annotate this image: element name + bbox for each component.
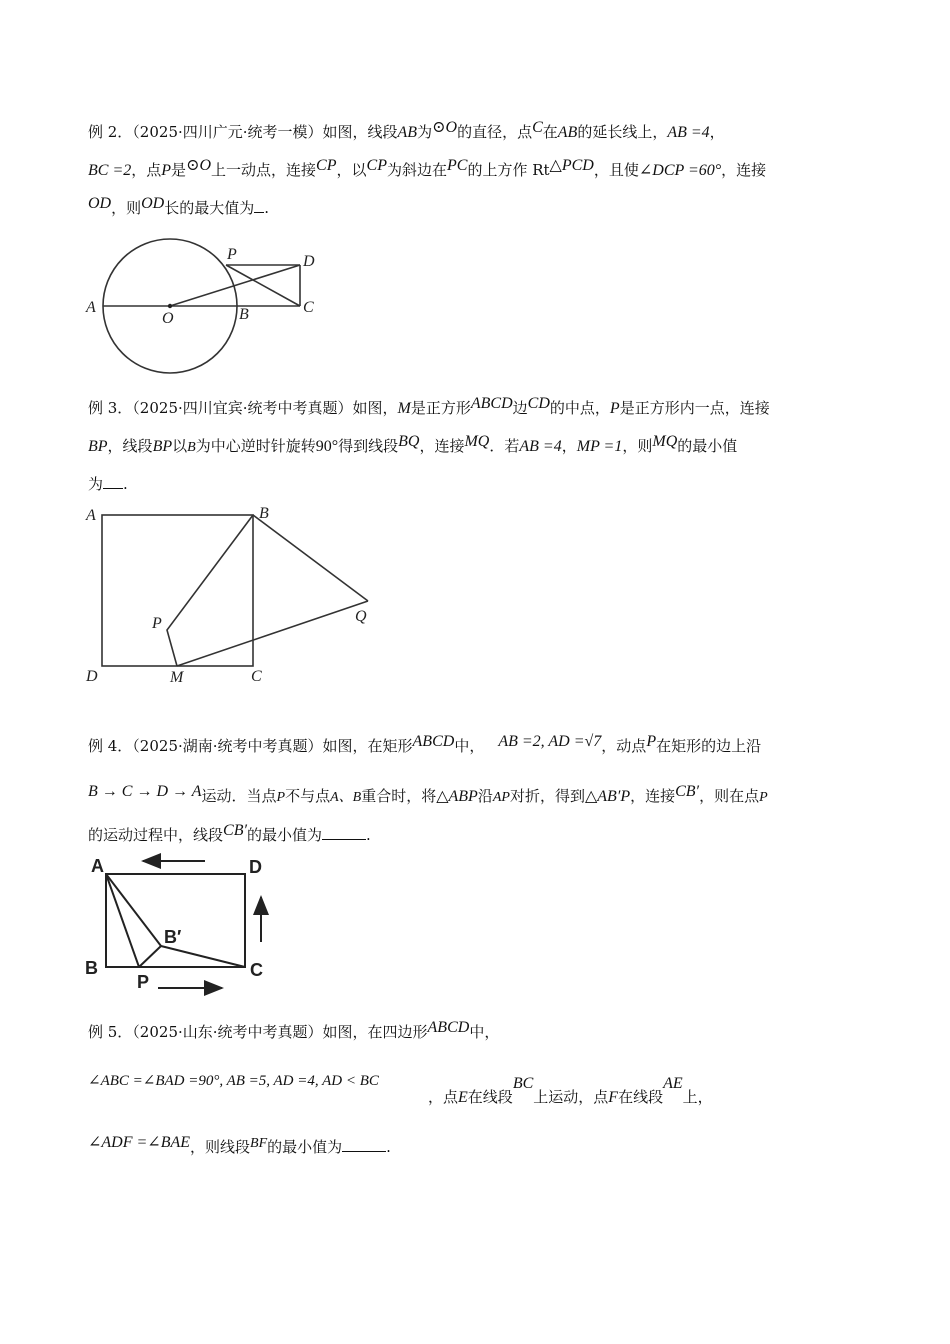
- math-e: E: [458, 1089, 468, 1106]
- ex2-text: 是: [171, 161, 187, 179]
- ex3-text: 边: [512, 399, 528, 417]
- ex2-center-dot: [168, 304, 172, 308]
- ex3-label-p: P: [152, 615, 162, 632]
- ex2-text: .: [264, 199, 270, 217]
- answer-blank[interactable]: [103, 474, 123, 489]
- math-p: P: [759, 790, 768, 805]
- ex4-text: 对折，得到: [509, 787, 585, 805]
- ex3-text: .: [123, 475, 128, 493]
- ex3-label-q: Q: [355, 608, 367, 625]
- math-b: B: [187, 440, 196, 455]
- ex4-text: ，连接: [630, 787, 676, 805]
- answer-blank[interactable]: [342, 1137, 386, 1152]
- ex3-segment-bq: [253, 515, 368, 601]
- ex2-circle-o: [103, 239, 237, 373]
- ex3-label-m: M: [170, 669, 184, 686]
- ex5-text: 在线段: [467, 1088, 513, 1106]
- math-bp: BP: [152, 438, 173, 455]
- ex3-line-2: [88, 433, 738, 458]
- ex2-text: 例 2．（2025·四川广元·统考一模）如图，线段: [88, 123, 398, 141]
- ex3-label-d: D: [86, 668, 98, 685]
- math-p: P: [646, 733, 657, 750]
- ex4-segment-ap: [106, 874, 139, 967]
- ex4-label-d: D: [249, 857, 262, 877]
- math-circle-o: ⊙O: [186, 157, 212, 174]
- ex2-text: ，连接: [721, 161, 767, 179]
- ex3-text: 为: [88, 475, 104, 493]
- ex2-text: 为斜边在: [386, 161, 447, 179]
- math-circle-o: ⊙O: [432, 119, 458, 136]
- ex4-text: 沿: [477, 787, 493, 805]
- ex5-text: 上，: [682, 1088, 713, 1106]
- ex4-label-b: B: [85, 958, 98, 978]
- ex2-text: 上一动点，连接: [211, 161, 317, 179]
- ex2-text: ，且使: [593, 161, 639, 179]
- ex2-label-p: P: [227, 246, 237, 263]
- ex4-label-p: P: [137, 972, 150, 992]
- ex5-text: ，点: [428, 1088, 459, 1106]
- math-path-bcda: B → C → D → A: [88, 783, 202, 800]
- math-angle-dcp: ∠DCP =60°: [638, 162, 722, 179]
- math-p: P: [609, 400, 620, 417]
- ex4-text: ，则在点: [699, 787, 760, 805]
- ex3-text: ，则: [622, 437, 653, 455]
- math-90deg: 90°: [315, 438, 339, 455]
- ex5-text: 上运动，点: [533, 1088, 609, 1106]
- ex5-line-2b: [428, 1075, 713, 1108]
- ex4-line-3: [88, 822, 371, 846]
- ex4-text: .: [365, 826, 371, 844]
- math-triangle-pcd: △PCD: [549, 157, 594, 174]
- ex3-line-3: [88, 474, 128, 494]
- ex2-text: 的延长线上，: [577, 123, 668, 141]
- ex5-text: 的最小值为: [267, 1138, 343, 1156]
- ex4-segment-b-prime-c: [161, 946, 245, 967]
- ex4-line-2: [88, 783, 768, 808]
- ex3-segment-mq: [177, 601, 368, 666]
- ex3-text: 是正方形内一点，连接: [619, 399, 770, 417]
- math-pc: PC: [446, 157, 468, 174]
- ex4-text: 中，: [454, 737, 485, 755]
- ex2-line-3: [88, 195, 270, 219]
- ex2-text: ，点: [131, 161, 162, 179]
- ex4-text: 重合时，将: [361, 787, 437, 805]
- ex3-label-b: B: [259, 505, 269, 522]
- ex2-segment-od: [170, 265, 300, 306]
- ex2-label-c: C: [303, 299, 314, 316]
- ex2-line-2: [88, 157, 767, 181]
- math-ab: AB: [557, 124, 578, 141]
- ex4-label-a: A: [91, 856, 104, 876]
- ex2-label-b: B: [239, 306, 249, 323]
- answer-blank[interactable]: [322, 825, 366, 840]
- ex4-segment-ab-prime: [106, 874, 161, 946]
- math-conditions: ∠ABC =∠BAD =90°, AB =5, AD =4, AD < BC: [88, 1073, 379, 1089]
- math-triangle-abp: △ABP: [436, 788, 478, 805]
- ex4-label-c: C: [250, 960, 263, 980]
- math-bp: BP: [88, 438, 108, 455]
- ex2-text: 长的最大值为: [164, 199, 255, 217]
- ex4-text: 的最小值为: [246, 826, 322, 844]
- math-bc-eq: BC =2: [88, 162, 132, 179]
- ex5-line-1: [88, 1019, 500, 1043]
- math-ab: AB: [397, 124, 418, 141]
- ex2-text: 的上方作 Rt: [467, 161, 550, 179]
- ex2-segment-pc: [226, 265, 300, 306]
- ex5-line-2: [88, 1070, 379, 1091]
- math-ae: AE: [663, 1075, 683, 1092]
- ex2-text: 为: [417, 123, 433, 141]
- math-m: M: [397, 400, 411, 417]
- answer-blank[interactable]: [254, 198, 264, 213]
- math-bc: BC: [512, 1075, 534, 1092]
- ex3-path-b-p-m: [167, 515, 253, 666]
- ex2-text: ，以: [336, 161, 367, 179]
- math-ap: AP: [492, 790, 510, 805]
- ex3-text: 的最小值: [677, 437, 738, 455]
- ex5-line-3: [88, 1134, 391, 1159]
- math-abcd: ABCD: [427, 1019, 470, 1036]
- math-bf: BF: [250, 1136, 268, 1151]
- math-cp: CP: [366, 157, 387, 174]
- ex3-line-1: [88, 395, 770, 419]
- ex4-text: 例 4．（2025·湖南·统考中考真题）如图，在矩形: [88, 737, 413, 755]
- ex2-text: 的直径，点: [457, 123, 533, 141]
- math-angle-adf: ∠ADF =∠BAE: [88, 1134, 191, 1151]
- math-p: P: [276, 790, 286, 805]
- ex2-label-o: O: [162, 310, 174, 327]
- ex2-text: ，: [709, 123, 725, 141]
- math-od: OD: [141, 195, 165, 212]
- math-a-b: A、B: [330, 790, 362, 805]
- math-ab-eq: AB =4: [667, 124, 710, 141]
- ex3-text: 例 3．（2025·四川宜宾·统考中考真题）如图，: [88, 399, 398, 417]
- math-abcd: ABCD: [470, 395, 513, 412]
- ex5-text: 在线段: [618, 1088, 664, 1106]
- ex4-text: 不与点: [285, 787, 331, 805]
- math-cp: CP: [316, 157, 337, 174]
- math-f: F: [608, 1089, 619, 1106]
- ex4-text: 运动．当点: [201, 787, 277, 805]
- ex3-label-c: C: [251, 668, 262, 685]
- math-ab-ad-eq: AB =2, AD =√7: [498, 733, 602, 750]
- ex4-text: 在矩形的边上沿: [656, 737, 762, 755]
- math-triangle-abp-prime: △AB′P: [584, 788, 631, 805]
- ex3-text: ，: [561, 437, 577, 455]
- ex3-text: 的中点，: [549, 399, 610, 417]
- math-od: OD: [88, 195, 112, 212]
- math-cb-prime: CB′: [223, 822, 247, 839]
- ex4-text: ，动点: [601, 737, 647, 755]
- ex3-text: ，连接: [419, 437, 465, 455]
- math-c: C: [532, 119, 543, 136]
- math-cb-prime: CB′: [675, 783, 700, 800]
- math-cd: CD: [527, 395, 550, 412]
- ex4-text: 的运动过程中，线段: [88, 826, 224, 844]
- math-mp-eq: MP =1: [576, 438, 623, 455]
- ex2-line-1: [88, 119, 725, 143]
- ex2-text: ，则: [111, 199, 142, 217]
- ex3-text: 得到线段: [338, 437, 399, 455]
- ex3-text: ，线段: [107, 437, 153, 455]
- math-mq: MQ: [652, 433, 678, 450]
- ex5-text: 例 5．（2025·山东·统考中考真题）如图，在四边形: [88, 1023, 428, 1041]
- ex4-segment-pb-prime: [139, 946, 161, 967]
- ex3-text: 是正方形: [410, 399, 471, 417]
- ex4-line-1: [88, 733, 762, 757]
- math-mq: MQ: [464, 433, 490, 450]
- math-ab-eq: AB =4: [519, 438, 562, 455]
- ex3-text: 为中心逆时针旋转: [195, 437, 316, 455]
- ex5-text: ，则线段: [190, 1138, 251, 1156]
- math-p: P: [161, 162, 172, 179]
- ex3-square-abcd: [102, 515, 253, 666]
- ex3-text: ．若: [489, 437, 520, 455]
- math-bq: BQ: [398, 433, 420, 450]
- math-abcd: ABCD: [412, 733, 455, 750]
- ex5-text: .: [386, 1138, 391, 1156]
- ex5-text: 中，: [469, 1023, 500, 1041]
- ex2-label-d: D: [303, 253, 315, 270]
- ex4-label-b-prime: B′: [164, 927, 182, 947]
- ex3-label-a: A: [86, 507, 96, 524]
- ex2-label-a: A: [86, 299, 96, 316]
- ex4-rectangle-abcd: [106, 874, 245, 967]
- ex2-text: 在: [542, 123, 558, 141]
- ex3-text: 以: [172, 437, 188, 455]
